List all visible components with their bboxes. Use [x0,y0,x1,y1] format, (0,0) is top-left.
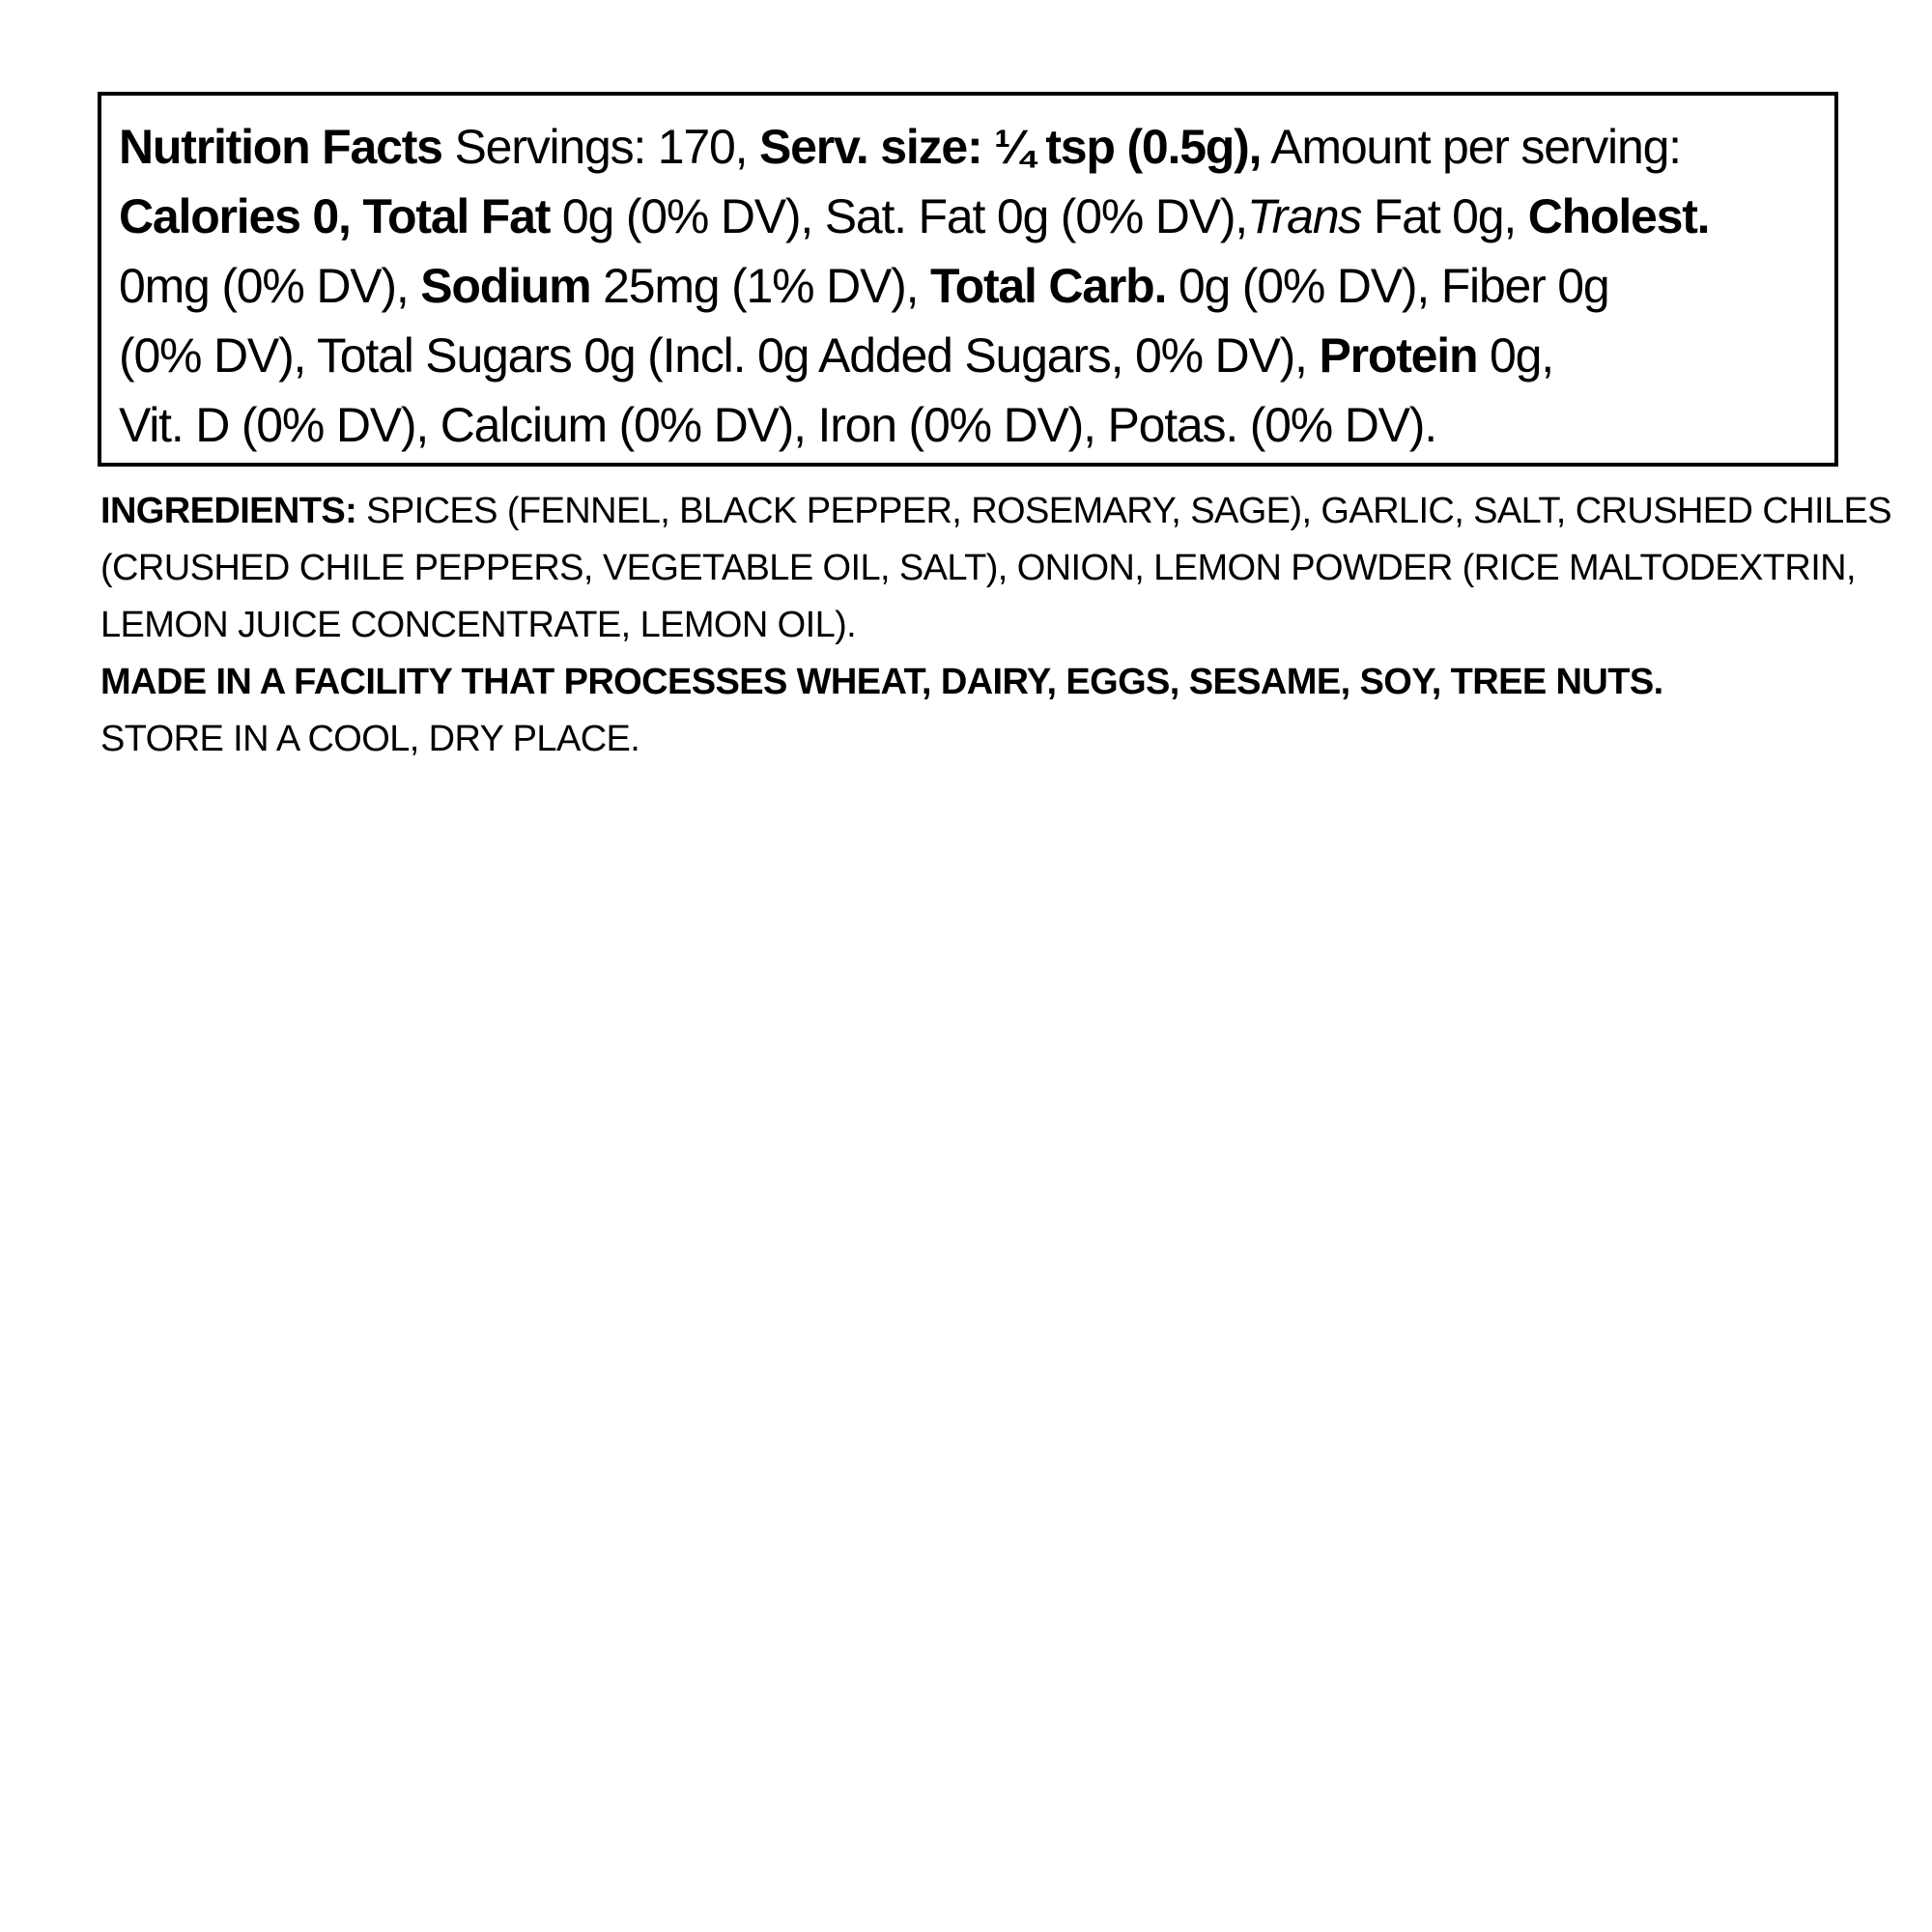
ingredients-line-2: (CRUSHED CHILE PEPPERS, VEGETABLE OIL, SALT), ONION, LEMON POWDER (RICE MALTODEXTRIN, [100,548,1856,588]
protein-label: Protein [1319,328,1478,383]
ingredients-line-3: LEMON JUICE CONCENTRATE, LEMON OIL). [100,605,857,645]
amount-per-serving: Amount per serving: [1261,120,1681,174]
trans-fat-value: Fat 0g, [1361,189,1528,243]
ingredients-text-1: SPICES (FENNEL, BLACK PEPPER, ROSEMARY, SAGE), GARLIC, SALT, CRUSHED CHILES [356,491,1892,531]
nutrition-line-4 [119,321,1817,390]
vitamins-minerals-text: Vit. D (0% DV), Calcium (0% DV), Iron (0% DV), Potas. (0% DV). [119,398,1436,452]
calories-fat-label: Calories 0, Total Fat [119,189,551,243]
sodium-value: 25mg (1% DV), [590,259,930,313]
ingredients-section [100,483,1892,768]
nutrition-title: Nutrition Facts [119,120,442,174]
sugars-text: (0% DV), Total Sugars 0g (Incl. 0g Added Sugars, 0% DV), [119,328,1320,383]
ingredients-line-1 [100,483,1892,540]
nutrition-line-1 [119,112,1817,182]
nutrition-facts-box [98,92,1838,467]
trans-label: Trans [1247,189,1362,243]
cholesterol-value: 0mg (0% DV), [119,259,421,313]
total-carb-label: Total Carb. [929,259,1167,313]
ingredients-label: INGREDIENTS: [100,491,357,531]
allergen-statement: MADE IN A FACILITY THAT PROCESSES WHEAT, DAIRY, EGGS, SESAME, SOY, TREE NUTS. [100,662,1663,702]
nutrition-line-2 [119,182,1817,251]
fat-values: 0g (0% DV), Sat. Fat 0g (0% DV), [550,189,1247,243]
sodium-label: Sodium [420,259,591,313]
storage-instructions: STORE IN A COOL, DRY PLACE. [100,719,640,759]
cholesterol-label: Cholest. [1527,189,1710,243]
nutrition-line-3 [119,251,1817,321]
servings-text: Servings: 170, [441,120,760,174]
serving-size: Serv. size: ¼ tsp (0.5g), [759,120,1262,174]
protein-value: 0g, [1477,328,1553,383]
nutrition-line-5 [119,390,1817,460]
carb-fiber-value: 0g (0% DV), Fiber 0g [1166,259,1609,313]
